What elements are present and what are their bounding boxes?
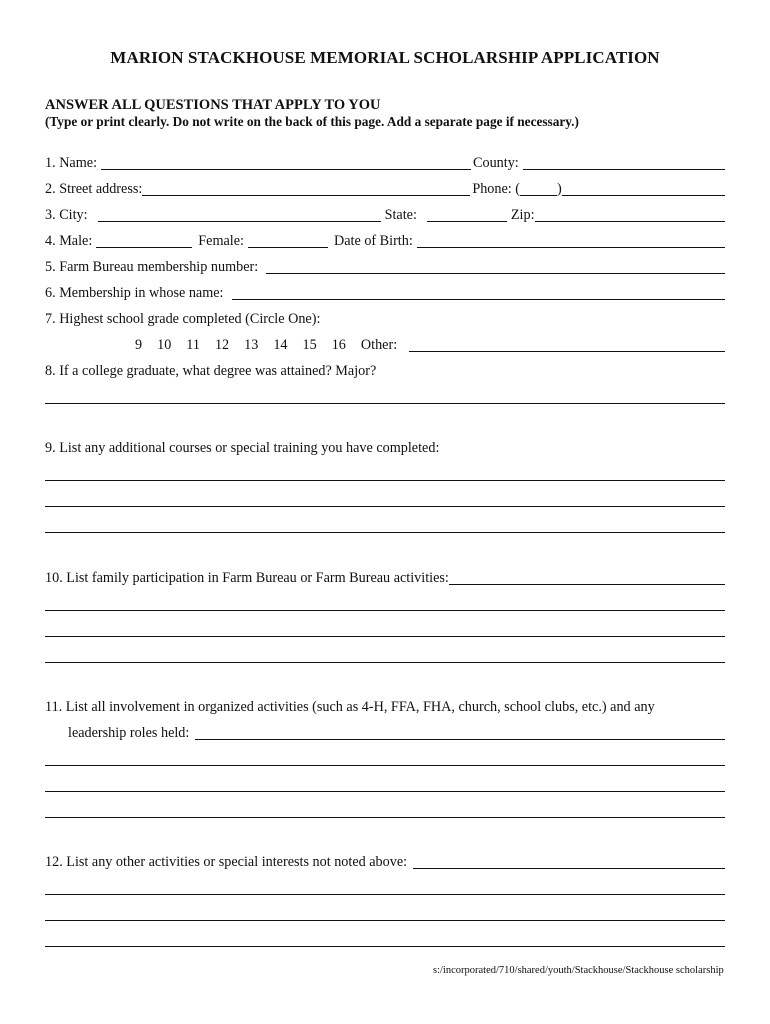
- q12-answer-line-3[interactable]: [45, 946, 725, 947]
- fb-number-label: 5. Farm Bureau membership number:: [45, 259, 259, 275]
- grade-row: [45, 308, 725, 328]
- q9-row: [45, 437, 725, 457]
- q9-answer-line-1[interactable]: [45, 480, 725, 481]
- q12-answer-line-1[interactable]: [45, 894, 725, 895]
- male-field[interactable]: [96, 232, 192, 248]
- q11-inline-field[interactable]: [195, 724, 725, 740]
- degree-label: 8. If a college graduate, what degree was attained? Major?: [45, 363, 377, 379]
- q11-answer-line-1[interactable]: [45, 765, 725, 766]
- file-path-footer: s:/incorporated/710/shared/youth/Stackhouse/Stackhouse scholarship: [433, 965, 724, 976]
- fb-number-field[interactable]: [266, 258, 725, 274]
- address-phone-row: [45, 178, 725, 198]
- female-field[interactable]: [248, 232, 328, 248]
- q11-label: 11. List all involvement in organized activities (such as 4-H, FFA, FHA, church, school clubs, etc.) and any: [45, 699, 655, 715]
- other-label: Other:: [360, 337, 398, 353]
- dob-label: Date of Birth:: [333, 233, 413, 249]
- q10-inline-field[interactable]: [449, 569, 725, 585]
- q12-answer-line-2[interactable]: [45, 920, 725, 921]
- phone-close-paren: ): [557, 181, 562, 197]
- grade-option-9[interactable]: 9: [135, 337, 143, 353]
- grade-option-16[interactable]: 16: [331, 337, 346, 353]
- state-label: State:: [384, 207, 417, 223]
- q10-answer-line-1[interactable]: [45, 610, 725, 611]
- name-label: 1. Name:: [45, 155, 98, 171]
- street-field[interactable]: [142, 180, 470, 196]
- city-label: 3. City:: [45, 207, 88, 223]
- q10-answer-line-2[interactable]: [45, 636, 725, 637]
- other-field[interactable]: [409, 336, 725, 352]
- state-field[interactable]: [427, 206, 507, 222]
- city-field[interactable]: [98, 206, 381, 222]
- membership-name-label: 6. Membership in whose name:: [45, 285, 224, 301]
- name-field[interactable]: [101, 154, 471, 170]
- grade-option-14[interactable]: 14: [273, 337, 288, 353]
- grade-label: 7. Highest school grade completed (Circle One):: [45, 311, 321, 327]
- q11-leadership-label: leadership roles held:: [68, 725, 190, 741]
- q9-answer-line-2[interactable]: [45, 506, 725, 507]
- grade-option-10[interactable]: 10: [157, 337, 172, 353]
- instructions-note: (Type or print clearly. Do not write on the back of this page. Add a separate page if necessary.): [45, 114, 579, 129]
- zip-label: Zip:: [510, 207, 535, 223]
- q11-answer-line-3[interactable]: [45, 817, 725, 818]
- phone-number-field[interactable]: [562, 180, 725, 196]
- female-label: Female:: [198, 233, 244, 249]
- grade-option-13[interactable]: 13: [244, 337, 259, 353]
- degree-answer-line[interactable]: [45, 403, 725, 404]
- county-field[interactable]: [523, 154, 725, 170]
- membership-name-field[interactable]: [232, 284, 726, 300]
- form-title: MARION STACKHOUSE MEMORIAL SCHOLARSHIP APPLICATION: [110, 48, 660, 67]
- q9-label: 9. List any additional courses or special training you have completed:: [45, 440, 440, 456]
- phone-area-code-field[interactable]: [520, 180, 557, 196]
- q10-row: [45, 567, 725, 587]
- q11-leadership-row: [68, 722, 725, 742]
- male-label: 4. Male:: [45, 233, 93, 249]
- phone-label: Phone: (: [472, 181, 521, 197]
- q12-label: 12. List any other activities or special interests not noted above:: [45, 854, 408, 870]
- gender-dob-row: [45, 230, 725, 250]
- name-county-row: [45, 152, 725, 172]
- street-label: 2. Street address:: [45, 181, 143, 197]
- city-state-zip-row: [45, 204, 725, 224]
- grade-options-row: [135, 334, 725, 354]
- membership-name-row: [45, 282, 725, 302]
- grade-option-11[interactable]: 11: [186, 337, 200, 353]
- grade-option-15[interactable]: 15: [302, 337, 317, 353]
- degree-row: [45, 360, 725, 380]
- q10-answer-line-3[interactable]: [45, 662, 725, 663]
- q9-answer-line-3[interactable]: [45, 532, 725, 533]
- q11-answer-line-2[interactable]: [45, 791, 725, 792]
- instructions-heading: ANSWER ALL QUESTIONS THAT APPLY TO YOU: [45, 97, 381, 113]
- fb-number-row: [45, 256, 725, 276]
- county-label: County:: [473, 155, 519, 171]
- q10-label: 10. List family participation in Farm Bureau or Farm Bureau activities:: [45, 570, 449, 586]
- q11-row: [45, 696, 725, 716]
- dob-field[interactable]: [417, 232, 725, 248]
- q12-inline-field[interactable]: [413, 853, 725, 869]
- grade-option-12[interactable]: 12: [214, 337, 230, 353]
- q12-row: [45, 851, 725, 871]
- zip-field[interactable]: [535, 206, 725, 222]
